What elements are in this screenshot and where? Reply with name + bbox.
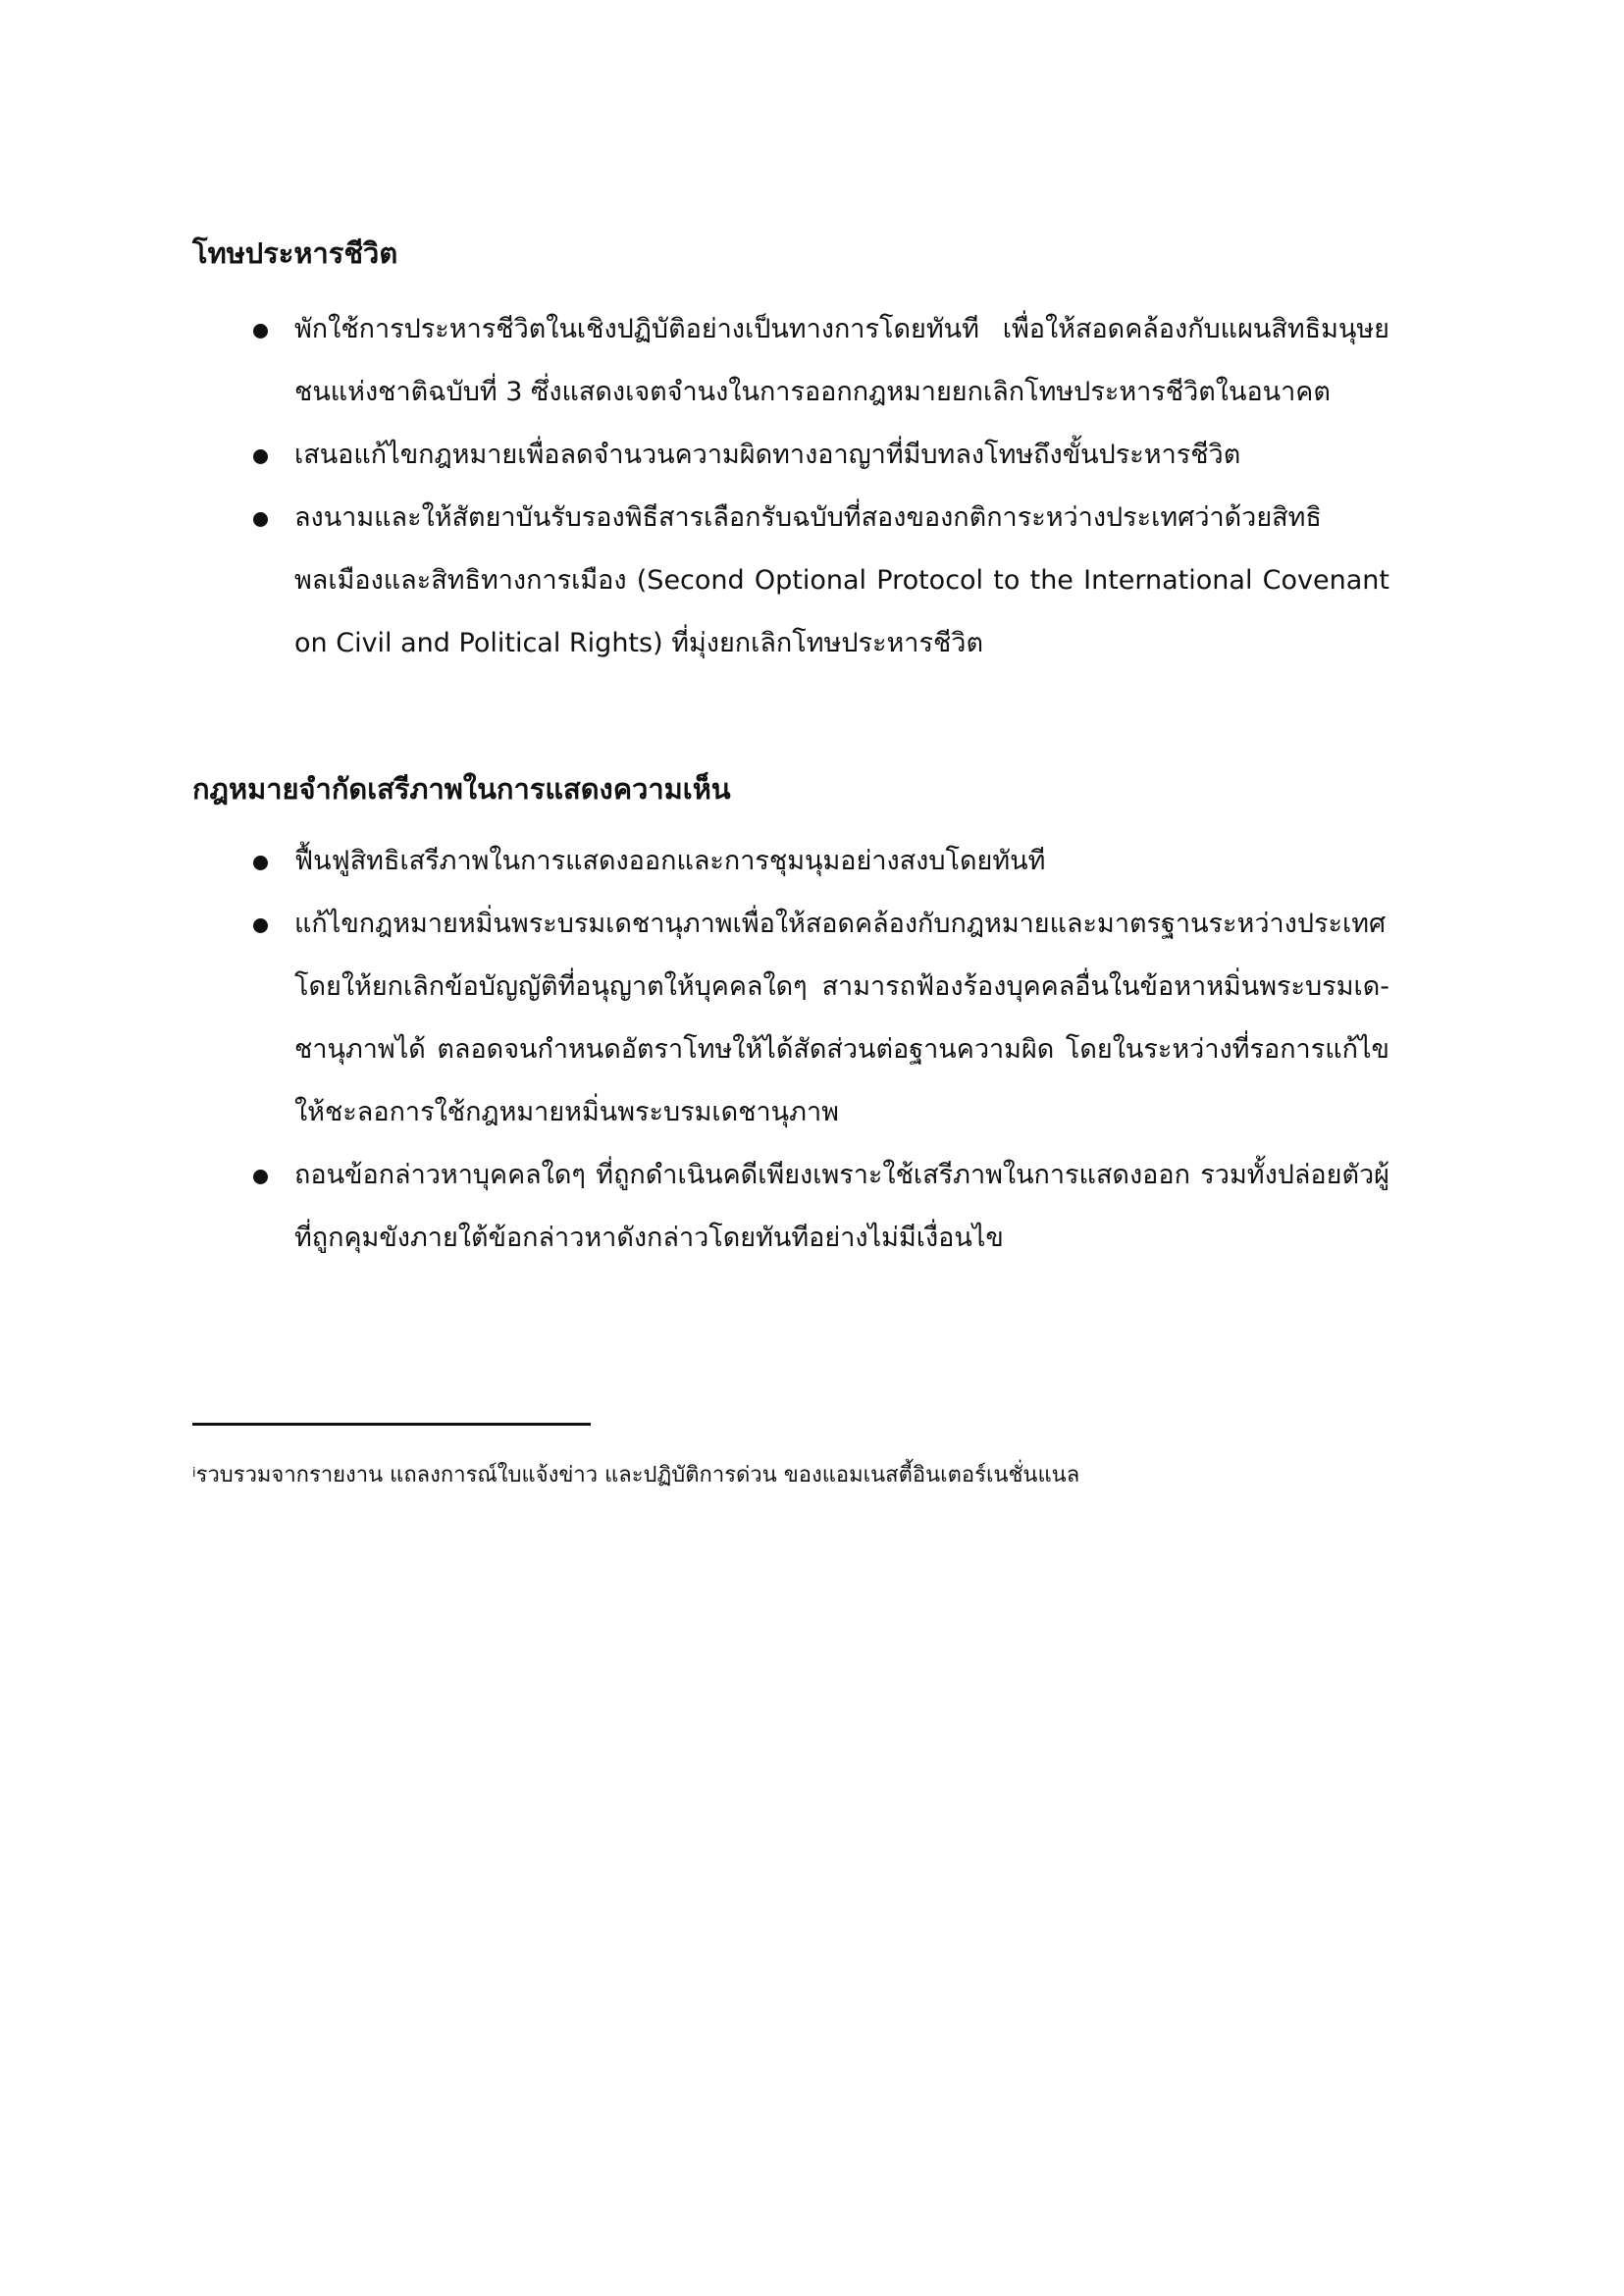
list-item-text: เสนอแก้ไขกฎหมายเพื่อลดจำนวนความผิดทางอาญาที่มีบทลงโทษถึงขั้นประหารชีวิต xyxy=(294,440,1241,470)
footnote-divider xyxy=(192,1423,591,1426)
bullet-icon xyxy=(253,449,268,464)
footnote-text: รวบรวมจากรายงาน แถลงการณ์ใบแจ้งข่าว และปฏิบัติการด่วน ของแอมเนสตี้อินเตอร์เนชั่นแนล xyxy=(195,1463,1080,1487)
footnote xyxy=(192,1460,1389,1491)
bullet-icon xyxy=(253,856,268,870)
bullet-icon xyxy=(253,1170,268,1184)
bullet-icon xyxy=(253,918,268,933)
section-death-penalty xyxy=(192,234,1389,675)
section-heading: กฎหมายจำกัดเสรีภาพในการแสดงความเห็น xyxy=(192,772,731,806)
recommendation-list xyxy=(192,830,1389,1270)
section-expression-laws xyxy=(192,769,1389,1270)
list-item-text: ฟื้นฟูสิทธิเสรีภาพในการแสดงออกและการชุมนุมอย่างสงบโดยทันที xyxy=(294,846,1046,876)
list-item xyxy=(192,1144,1389,1270)
list-item-text: แก้ไขกฎหมายหมิ่นพระบรมเดชานุภาพเพื่อให้สอดคล้องกับกฎหมายและมาตรฐานระหว่างประเทศ โดยให้ยกเลิกข้อบัญญัติที่อนุญาตให้บุคคลใดๆ สามารถฟ้องร้องบุคคลอื่นในข้อหาหมิ่นพระบรมเด-ชานุภาพได้ ตลอดจนกำหนดอัตราโทษให้ได้สัดส่วนต่อฐานความผิด โดยในระหว่างที่รอการแก้ไข ให้ชะลอการใช้กฎหมายหมิ่นพระบรมเดชานุภาพ xyxy=(294,909,1389,1127)
list-item xyxy=(192,893,1389,1144)
list-item xyxy=(192,487,1389,675)
list-item xyxy=(192,424,1389,487)
list-item-text: ลงนามและให้สัตยาบันรับรองพิธีสารเลือกรับฉบับที่สองของกติการะหว่างประเทศว่าด้วยสิทธิพลเมืองและสิทธิทางการเมือง (Second Optional Protocol to the International Covenant on Civil and Political Rights) ที่มุ่งยกเลิกโทษประหารชีวิต xyxy=(294,502,1389,658)
section-heading: โทษประหารชีวิต xyxy=(192,236,398,270)
footnote-marker: i xyxy=(192,1466,196,1481)
bullet-icon xyxy=(253,512,268,527)
list-item-text: พักใช้การประหารชีวิตในเชิงปฏิบัติอย่างเป็นทางการโดยทันที เพื่อให้สอดคล้องกับแผนสิทธิมนุษยชนแห่งชาติฉบับที่ 3 ซึ่งแสดงเจตจำนงในการออกกฎหมายยกเลิกโทษประหารชีวิตในอนาคต xyxy=(294,314,1389,407)
bullet-icon xyxy=(253,324,268,339)
list-item-text: ถอนข้อกล่าวหาบุคคลใดๆ ที่ถูกดำเนินคดีเพียงเพราะใช้เสรีภาพในการแสดงออก รวมทั้งปล่อยตัวผู้ที่ถูกคุมขังภายใต้ข้อกล่าวหาดังกล่าวโดยทันทีอย่างไม่มีเงื่อนไข xyxy=(294,1160,1389,1253)
list-item xyxy=(192,830,1389,893)
recommendation-list xyxy=(192,298,1389,675)
list-item xyxy=(192,298,1389,424)
